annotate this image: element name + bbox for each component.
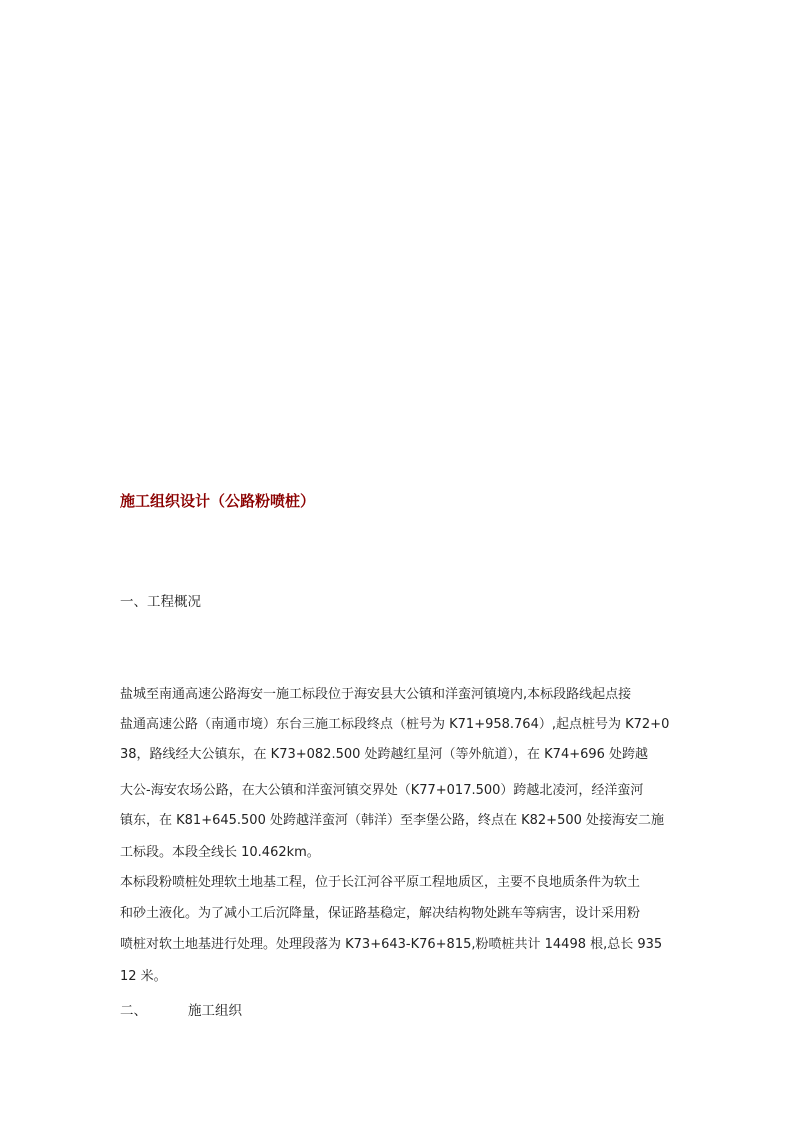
- document-title: 施工组织设计（公路粉喷桩）: [120, 492, 316, 510]
- paragraph-line: 盐通高速公路（南通市境）东台三施工标段终点（桩号为 K71+958.764）,起点桩号为 K72+0: [120, 717, 670, 732]
- section-heading-overview: 一、工程概况: [120, 594, 201, 610]
- section-heading-organization: [120, 999, 242, 1019]
- paragraph-line: 镇东，在 K81+645.500 处跨越洋蛮河（韩洋）至李堡公路，终点在 K82+500 处接海安二施: [120, 813, 665, 828]
- paragraph-line: 本标段粉喷桩处理软土地基工程，位于长江河谷平原工程地质区，主要不良地质条件为软土: [120, 875, 641, 890]
- section-label: 施工组织: [188, 1003, 242, 1019]
- paragraph-line: 38，路线经大公镇东，在 K73+082.500 处跨越红星河（等外航道），在 K74+696 处跨越: [120, 747, 649, 762]
- paragraph-line: 盐城至南通高速公路海安一施工标段位于海安县大公镇和洋蛮河镇境内,本标段路线起点接: [120, 687, 632, 702]
- paragraph-line: 和砂土液化。为了减小工后沉降量，保证路基稳定，解决结构物处跳车等病害，设计采用粉: [120, 906, 641, 921]
- paragraph-line: 喷桩对软土地基进行处理。处理段落为 K73+643-K76+815,粉喷桩共计 14498 根,总长 935: [120, 937, 663, 952]
- section-number: 二、: [120, 1003, 147, 1019]
- paragraph-line: 12 米。: [120, 969, 167, 984]
- paragraph-line: 工标段。本段全线长 10.462km。: [120, 845, 320, 860]
- paragraph-line: 大公-海安农场公路，在大公镇和洋蛮河镇交界处（K77+017.500）跨越北凌河，经洋蛮河: [120, 783, 644, 798]
